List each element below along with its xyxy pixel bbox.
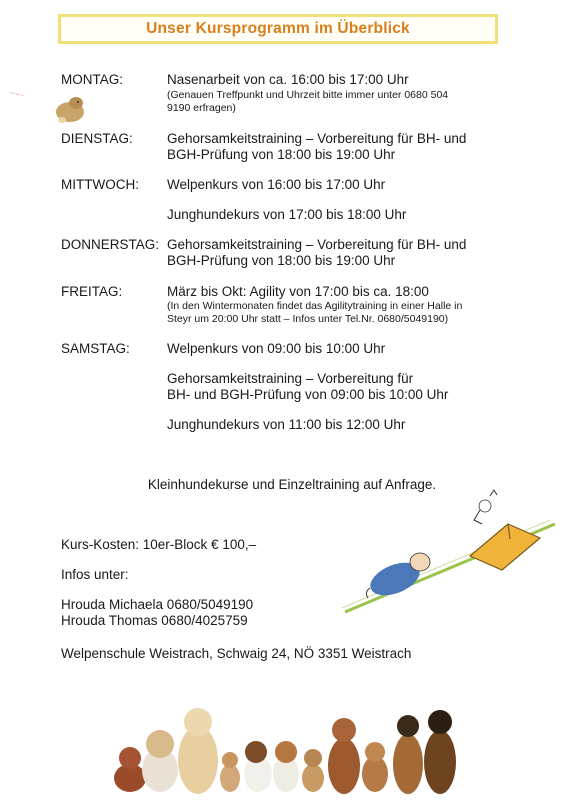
friday-note-2: Steyr um 20:00 Uhr statt – Infos unter Tel.Nr. 0680/5049190) [167, 313, 449, 325]
wednesday-label: MITTWOCH: [61, 177, 139, 192]
school-address: Welpenschule Weistrach, Schwaig 24, NÖ 3351 Weistrach [61, 646, 412, 661]
dogs-row-image [100, 700, 480, 796]
saturday-course-4: Junghundekurs von 11:00 bis 12:00 Uhr [167, 417, 406, 432]
info-label: Infos unter: [61, 567, 129, 582]
tuesday-course-2: BGH-Prüfung von 18:00 bis 19:00 Uhr [167, 147, 396, 162]
agility-cartoon-image [340, 484, 560, 614]
friday-label: FREITAG: [61, 284, 123, 299]
saturday-course-1: Welpenkurs von 09:00 bis 10:00 Uhr [167, 341, 386, 356]
thursday-course-2: BGH-Prüfung von 18:00 bis 19:00 Uhr [167, 253, 396, 268]
page-title: Unser Kursprogramm im Überblick [146, 20, 410, 37]
svg-text:~~ ~~ ~: ~~ ~~ ~ [9, 90, 24, 98]
monday-label: MONTAG: [61, 72, 123, 87]
wednesday-course-1: Welpenkurs von 16:00 bis 17:00 Uhr [167, 177, 386, 192]
course-cost: Kurs-Kosten: 10er-Block € 100,– [61, 537, 257, 552]
thursday-label: DONNERSTAG: [61, 237, 160, 252]
puppy-sticker-image [4, 90, 94, 130]
contact-michaela: Hrouda Michaela 0680/5049190 [61, 597, 254, 612]
saturday-course-3: BH- und BGH-Prüfung von 09:00 bis 10:00 Uhr [167, 387, 449, 402]
tuesday-label: DIENSTAG: [61, 131, 133, 146]
saturday-label: SAMSTAG: [61, 341, 130, 356]
contact-thomas: Hrouda Thomas 0680/4025759 [61, 613, 248, 628]
title-banner [58, 14, 498, 44]
small-dogs-note: Kleinhundekurse und Einzeltraining auf Anfrage. [147, 477, 437, 492]
friday-note-1: (In den Wintermonaten findet das Agilitytraining in einer Halle in [167, 300, 463, 312]
wednesday-course-2: Junghundekurs von 17:00 bis 18:00 Uhr [167, 207, 407, 222]
monday-note-2: 9190 erfragen) [167, 102, 236, 114]
saturday-course-2: Gehorsamkeitstraining – Vorbereitung für [167, 371, 414, 386]
monday-course: Nasenarbeit von ca. 16:00 bis 17:00 Uhr [167, 72, 409, 87]
thursday-course-1: Gehorsamkeitstraining – Vorbereitung für BH- und [167, 237, 467, 252]
friday-course: März bis Okt: Agility von 17:00 bis ca. 18:00 [167, 284, 429, 299]
monday-note-1: (Genauen Treffpunkt und Uhrzeit bitte immer unter 0680 504 [167, 89, 449, 101]
tuesday-course-1: Gehorsamkeitstraining – Vorbereitung für BH- und [167, 131, 467, 146]
